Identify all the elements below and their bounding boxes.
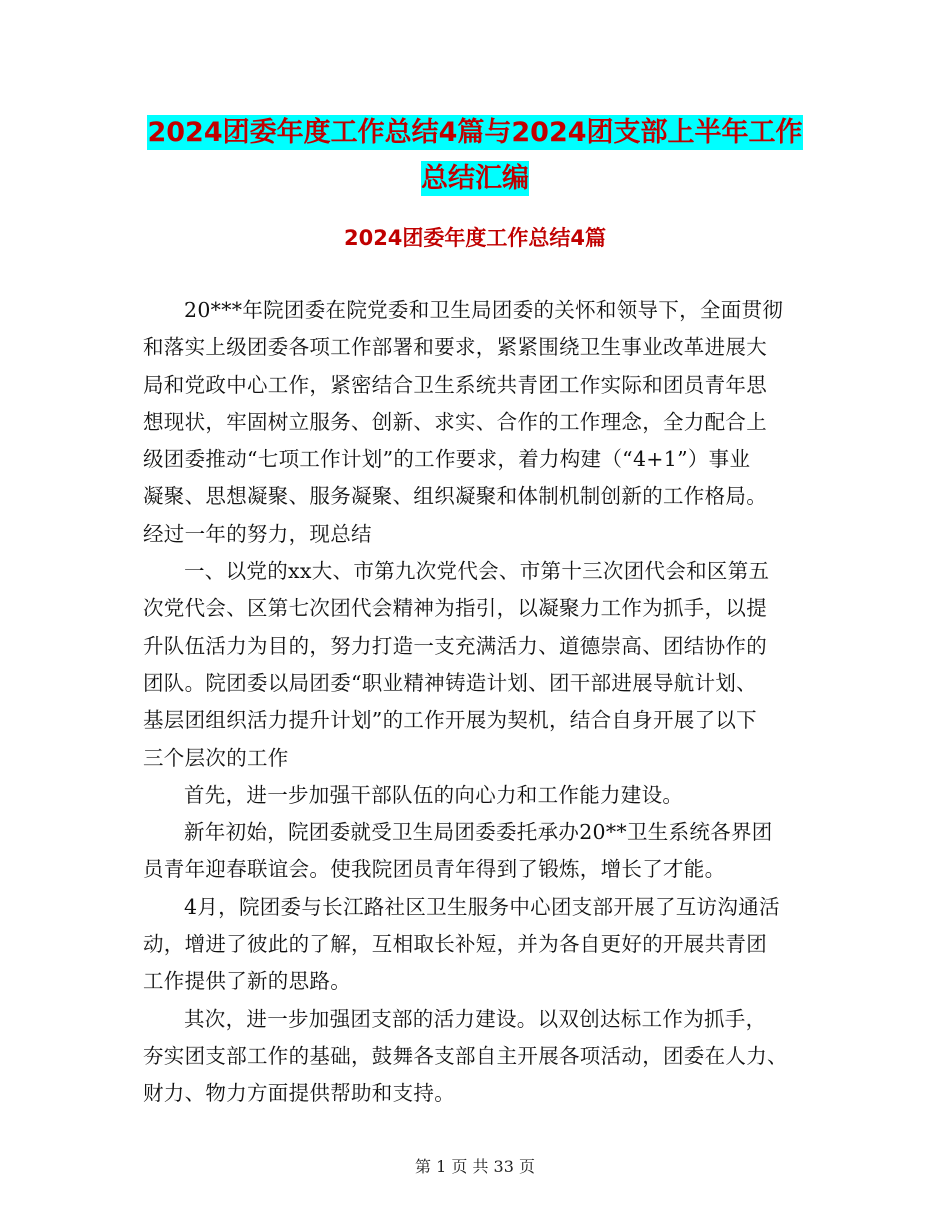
document-body	[143, 292, 813, 1113]
paragraph-line: 和落实上级团委各项工作部署和要求，紧紧围绕卫生事业改革进展大	[143, 335, 767, 360]
paragraph-line: 20***年院团委在院党委和卫生局团委的关怀和领导下，全面贯彻	[184, 298, 784, 322]
paragraph-line: 夯实团支部工作的基础，鼓舞各支部自主开展各项活动，团委在人力、	[143, 1043, 788, 1068]
document-title-line-1: 2024团委年度工作总结4篇与2024团支部上半年工作	[147, 117, 803, 148]
page-number-footer: 第 1 页 共 33 页	[415, 1157, 535, 1176]
paragraph-line: 员青年迎春联谊会。使我院团员青年得到了锻炼，增长了才能。	[143, 857, 726, 882]
document-title-line-2: 总结汇编	[421, 163, 529, 194]
paragraph-line: 想现状，牢固树立服务、创新、求实、合作的工作理念，全力配合上	[143, 409, 767, 434]
paragraph-line: 首先，进一步加强干部队伍的向心力和工作能力建设。	[184, 782, 684, 807]
paragraph-line: 其次，进一步加强团支部的活力建设。以双创达标工作为抓手，	[184, 1006, 767, 1031]
paragraph-line: 三个层次的工作	[143, 745, 289, 770]
paragraph-line: 新年初始，院团委就受卫生局团委委托承办20**卫生系统各界团	[184, 820, 773, 845]
paragraph-line: 动，增进了彼此的了解，互相取长补短，并为各自更好的开展共青团	[143, 932, 767, 957]
paragraph-line: 基层团组织活力提升计划”的工作开展为契机，结合自身开展了以下	[143, 708, 757, 733]
paragraph-line: 升队伍活力为目的，努力打造一支充满活力、道德崇高、团结协作的	[143, 633, 767, 658]
paragraph-line: 团队。院团委以局团委“职业精神铸造计划、团干部进展导航计划、	[143, 670, 757, 695]
paragraph-line: 4月，院团委与长江路社区卫生服务中心团支部开展了互访沟通活	[184, 894, 780, 919]
paragraph-line: 财力、物力方面提供帮助和支持。	[143, 1081, 455, 1106]
paragraph-line: 经过一年的努力，现总结	[143, 521, 372, 546]
document-title	[0, 110, 950, 202]
paragraph-line: 一、以党的xx大、市第九次党代会、市第十三次团代会和区第五	[184, 559, 770, 584]
paragraph-line: 次党代会、区第七次团代会精神为指引，以凝聚力工作为抓手，以提	[143, 596, 767, 621]
section-title: 2024团委年度工作总结4篇	[343, 226, 607, 250]
paragraph-line: 工作提供了新的思路。	[143, 969, 351, 994]
paragraph-line: 局和党政中心工作，紧密结合卫生系统共青团工作实际和团员青年思	[143, 372, 767, 397]
paragraph-line: 级团委推动“七项工作计划”的工作要求，着力构建（“4+1”）事业	[143, 447, 751, 472]
paragraph-line: 凝聚、思想凝聚、服务凝聚、组织凝聚和体制机制创新的工作格局。	[143, 484, 767, 509]
